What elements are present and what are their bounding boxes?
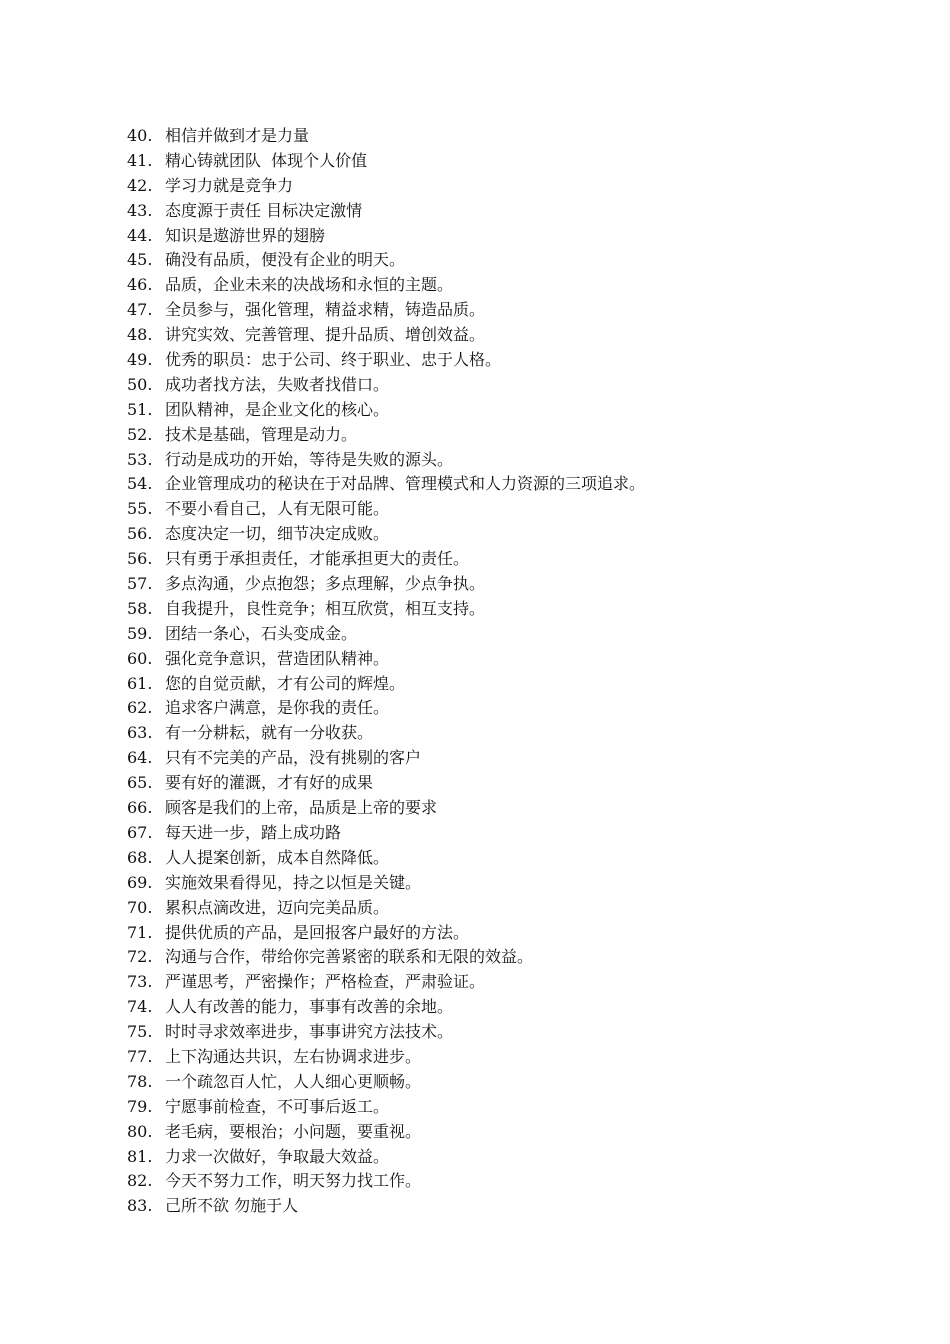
item-text: 人人提案创新，成本自然降低。 [165, 847, 390, 867]
item-text: 企业管理成功的秘诀在于对品牌、管理模式和人力资源的三项追求。 [165, 474, 646, 494]
item-text: 强化竞争意识，营造团队精神。 [165, 648, 390, 668]
list-item [127, 647, 645, 672]
list-item [127, 323, 645, 348]
item-text: 讲究实效、完善管理、提升品质、增创效益。 [165, 325, 486, 345]
list-item [127, 1070, 645, 1095]
item-text: 多点沟通，少点抱怨；多点理解，少点争执。 [165, 574, 486, 594]
item-text: 严谨思考，严密操作；严格检查，严肃验证。 [165, 972, 486, 992]
item-number: 45. [127, 250, 153, 270]
item-text: 人人有改善的能力，事事有改善的余地。 [165, 997, 454, 1017]
list-item [127, 348, 645, 373]
list-item [127, 174, 645, 199]
item-text: 顾客是我们的上帝，品质是上帝的要求 [165, 798, 438, 818]
item-text: 态度源于责任 目标决定激情 [165, 200, 363, 220]
item-number: 79. [127, 1096, 153, 1116]
item-text: 优秀的职员：忠于公司、终于职业、忠于人格。 [165, 350, 502, 370]
item-number: 72. [127, 947, 153, 967]
item-number: 58. [127, 598, 153, 618]
item-number: 51. [127, 399, 153, 419]
list-item [127, 273, 645, 298]
item-number: 56. [127, 549, 153, 569]
item-number: 40. [127, 126, 153, 145]
item-text: 您的自觉贡献，才有公司的辉煌。 [165, 673, 406, 693]
item-number: 70. [127, 897, 153, 917]
item-text: 团队精神，是企业文化的核心。 [165, 399, 390, 419]
item-number: 57. [127, 574, 153, 594]
item-text: 只有不完美的产品，没有挑剔的客户 [165, 748, 422, 768]
item-text: 相信并做到才是力量 [165, 126, 310, 145]
item-number: 52. [127, 424, 153, 444]
item-text: 品质，企业未来的决战场和永恒的主题。 [165, 275, 454, 295]
list-item [127, 771, 645, 796]
list-item [127, 921, 645, 946]
item-number: 43. [127, 200, 153, 220]
item-text: 学习力就是竞争力 [165, 175, 294, 195]
item-number: 68. [127, 847, 153, 867]
list-item [127, 149, 645, 174]
item-text: 确没有品质，便没有企业的明天。 [165, 250, 406, 270]
list-item [127, 398, 645, 423]
item-text: 己所不欲 勿施于人 [165, 1196, 299, 1216]
item-number: 59. [127, 623, 153, 643]
item-number: 42. [127, 175, 153, 195]
item-text: 技术是基础，管理是动力。 [165, 424, 358, 444]
list-item [127, 1194, 645, 1219]
list-item [127, 1095, 645, 1120]
item-number: 63. [127, 723, 153, 743]
list-item [127, 1120, 645, 1145]
item-text: 老毛病，要根治；小问题，要重视。 [165, 1121, 422, 1141]
item-number: 61. [127, 673, 153, 693]
item-text: 全员参与，强化管理，精益求精，铸造品质。 [165, 300, 486, 320]
item-text: 沟通与合作，带给你完善紧密的联系和无限的效益。 [165, 947, 534, 967]
list-item [127, 248, 645, 273]
item-number: 71. [127, 922, 153, 942]
item-text: 要有好的灌溉，才有好的成果 [165, 773, 374, 793]
item-text: 有一分耕耘，就有一分收获。 [165, 723, 374, 743]
item-number: 48. [127, 325, 153, 345]
item-text: 自我提升，良性竞争；相互欣赏，相互支持。 [165, 598, 486, 618]
item-number: 83. [127, 1196, 153, 1216]
item-number: 82. [127, 1171, 153, 1191]
item-text: 提供优质的产品，是回报客户最好的方法。 [165, 922, 470, 942]
list-item [127, 1145, 645, 1170]
list-item [127, 746, 645, 771]
item-number: 64. [127, 748, 153, 768]
item-number: 81. [127, 1146, 153, 1166]
item-text: 时时寻求效率进步，事事讲究方法技术。 [165, 1022, 454, 1042]
item-number: 44. [127, 225, 153, 245]
list-item [127, 298, 645, 323]
item-number: 67. [127, 822, 153, 842]
list-item [127, 970, 645, 995]
item-text: 行动是成功的开始，等待是失败的源头。 [165, 449, 454, 469]
list-item [127, 423, 645, 448]
list-item [127, 871, 645, 896]
item-text: 团结一条心，石头变成金。 [165, 623, 358, 643]
item-number: 47. [127, 300, 153, 320]
list-item [127, 796, 645, 821]
item-text: 追求客户满意，是你我的责任。 [165, 698, 390, 718]
item-number: 56. [127, 524, 153, 544]
item-text: 成功者找方法，失败者找借口。 [165, 374, 390, 394]
list-item [127, 696, 645, 721]
item-text: 今天不努力工作，明天努力找工作。 [165, 1171, 422, 1191]
item-number: 73. [127, 972, 153, 992]
list-item [127, 622, 645, 647]
item-text: 上下沟通达共识，左右协调求进步。 [165, 1046, 422, 1066]
item-text: 宁愿事前检查，不可事后返工。 [165, 1096, 390, 1116]
item-number: 65. [127, 773, 153, 793]
item-number: 66. [127, 798, 153, 818]
list-item [127, 1169, 645, 1194]
item-number: 53. [127, 449, 153, 469]
list-item [127, 522, 645, 547]
list-item [127, 846, 645, 871]
item-number: 54. [127, 474, 153, 494]
list-item [127, 497, 645, 522]
item-text: 知识是遨游世界的翅膀 [165, 225, 326, 245]
item-number: 80. [127, 1121, 153, 1141]
list-item [127, 1045, 645, 1070]
list-item [127, 448, 645, 473]
list-item [127, 547, 645, 572]
item-number: 50. [127, 374, 153, 394]
list-item [127, 945, 645, 970]
list-item [127, 124, 645, 149]
item-number: 69. [127, 872, 153, 892]
item-number: 74. [127, 997, 153, 1017]
list-item [127, 896, 645, 921]
item-text: 态度决定一切，细节决定成败。 [165, 524, 390, 544]
list-item [127, 572, 645, 597]
item-text: 不要小看自己，人有无限可能。 [165, 499, 390, 519]
item-number: 49. [127, 350, 153, 370]
item-text: 一个疏忽百人忙，人人细心更顺畅。 [165, 1071, 422, 1091]
list-item [127, 597, 645, 622]
item-text: 精心铸就团队 体现个人价值 [165, 150, 368, 170]
slogan-list [127, 124, 645, 1219]
list-item [127, 199, 645, 224]
list-item [127, 995, 645, 1020]
list-item [127, 224, 645, 249]
item-number: 62. [127, 698, 153, 718]
item-text: 实施效果看得见，持之以恒是关键。 [165, 872, 422, 892]
item-number: 77. [127, 1046, 153, 1066]
item-text: 每天进一步，踏上成功路 [165, 822, 342, 842]
item-text: 只有勇于承担责任，才能承担更大的责任。 [165, 549, 470, 569]
list-item [127, 721, 645, 746]
list-item [127, 472, 645, 497]
item-number: 60. [127, 648, 153, 668]
item-number: 78. [127, 1071, 153, 1091]
item-text: 力求一次做好，争取最大效益。 [165, 1146, 390, 1166]
list-item [127, 672, 645, 697]
item-number: 41. [127, 150, 153, 170]
item-text: 累积点滴改进，迈向完美品质。 [165, 897, 390, 917]
list-item [127, 821, 645, 846]
list-item [127, 1020, 645, 1045]
item-number: 55. [127, 499, 153, 519]
item-number: 46. [127, 275, 153, 295]
item-number: 75. [127, 1022, 153, 1042]
list-item [127, 373, 645, 398]
